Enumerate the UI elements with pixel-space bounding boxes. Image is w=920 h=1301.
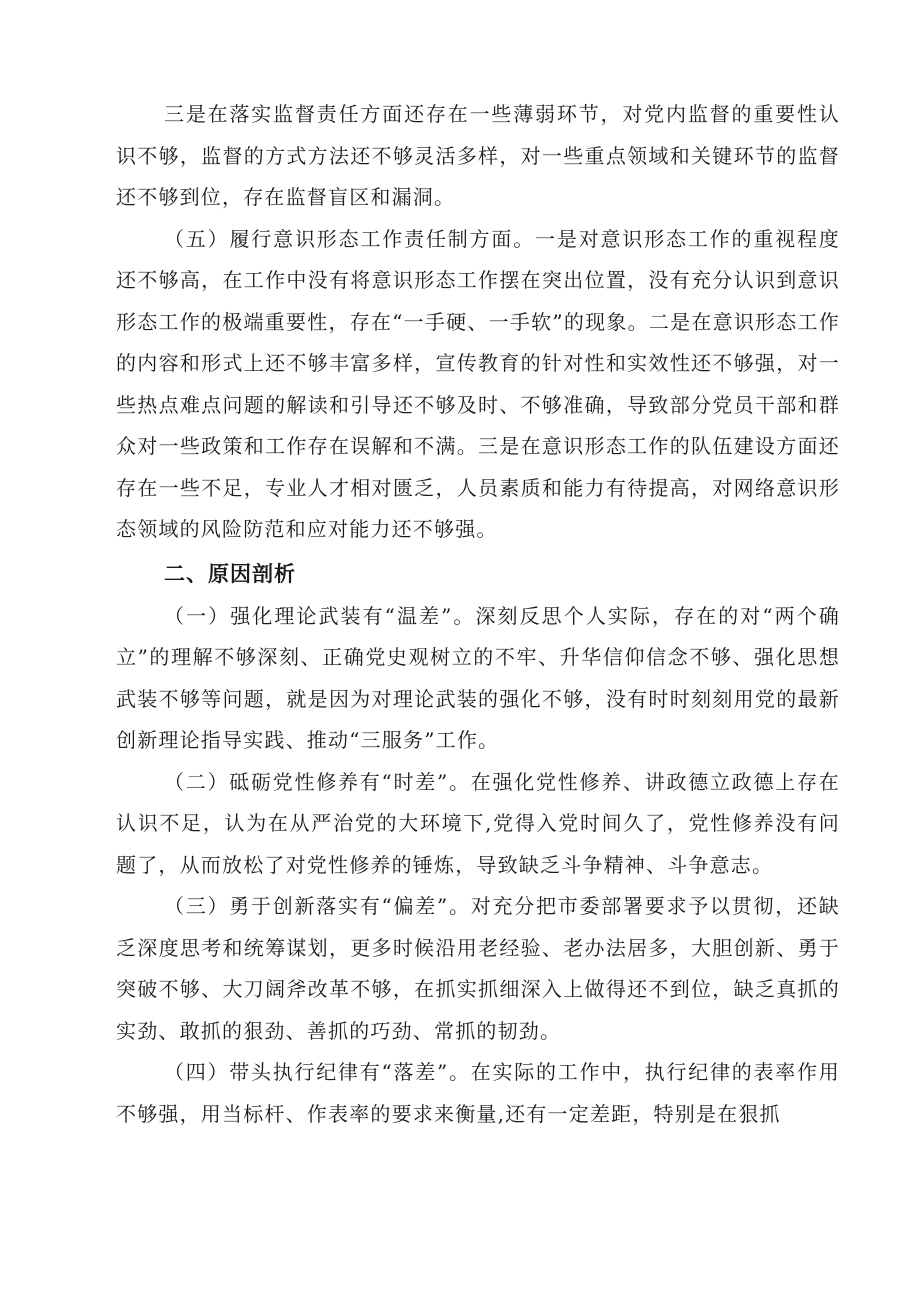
document-page	[116, 94, 840, 1135]
paragraph-innovation-implementation: （三）勇于创新落实有“偏差”。对充分把市委部署要求予以贯彻，还缺乏深度思考和统筹谋划，更多时候沿用老经验、老办法居多，大胆创新、勇于突破不够、大刀阔斧改革不够，在抓实抓细深入上做得还不到位，缺乏真抓的实劲、敢抓的狠劲、善抓的巧劲、常抓的韧劲。	[116, 894, 840, 1043]
paragraph-supervision-weakness: 三是在落实监督责任方面还存在一些薄弱环节，对党内监督的重要性认识不够，监督的方式方法还不够灵活多样，对一些重点领域和关键环节的监督还不够到位，存在监督盲区和漏洞。	[116, 102, 840, 209]
paragraph-party-spirit: （二）砥砺党性修养有“时差”。在强化党性修养、讲政德立政德上存在认识不足，认为在从严治党的大环境下,党得入党时间久了，党性修养没有问题了，从而放松了对党性修养的锤炼，导致缺乏斗争精神、斗争意志。	[116, 769, 840, 877]
paragraph-discipline-execution: （四）带头执行纪律有“落差”。在实际的工作中，执行纪律的表率作用不够强，用当标杆、作表率的要求来衡量,还有一定差距，特别是在狠抓	[116, 1060, 840, 1126]
paragraph-ideology-responsibility: （五）履行意识形态工作责任制方面。一是对意识形态工作的重视程度还不够高，在工作中没有将意识形态工作摆在突出位置，没有充分认识到意识形态工作的极端重要性，存在“一手硬、一手软”的现象。二是在意识形态工作的内容和形式上还不够丰富多样，宣传教育的针对性和实效性还不够强，对一些热点难点问题的解读和引导还不够及时、不够准确，导致部分党员干部和群众对一些政策和工作存在误解和不满。三是在意识形态工作的队伍建设方面还存在一些不足，专业人才相对匮乏，人员素质和能力有待提高，对网络意识形态领域的风险防范和应对能力还不够强。	[116, 226, 840, 541]
section-heading-cause-analysis: 二、原因剖析	[164, 561, 296, 586]
paragraph-theory-armament: （一）强化理论武装有“温差”。深刻反思个人实际，存在的对“两个确立”的理解不够深刻、正确党史观树立的不牢、升华信仰信念不够、强化思想武装不够等问题，就是因为对理论武装的强化不够，没有时时刻刻用党的最新创新理论指导实践、推动“三服务”工作。	[116, 603, 840, 752]
